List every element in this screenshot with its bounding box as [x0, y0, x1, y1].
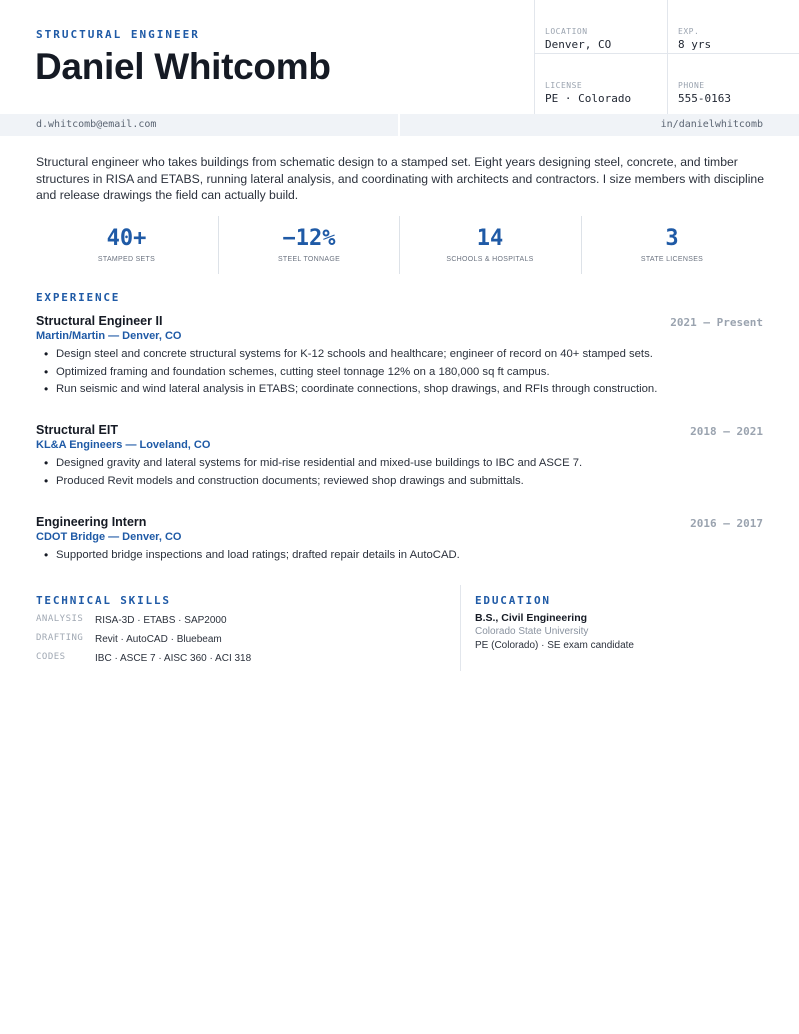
- resume-header: [0, 0, 799, 114]
- phone-cell: [667, 53, 799, 114]
- role-title: STRUCTURAL ENGINEER: [36, 28, 200, 41]
- job-bullets: [44, 455, 582, 490]
- license-value: PE · Colorado: [545, 92, 632, 105]
- job-entry: [36, 314, 763, 404]
- job-entry: [36, 515, 763, 569]
- contact-divider: [398, 114, 400, 136]
- skill-value: Revit · AutoCAD · Bluebeam: [95, 634, 222, 645]
- job-bullet: • Produced Revit models and construction documents; reviewed shop drawings and submittals.: [44, 473, 582, 491]
- job-entry: [36, 423, 763, 493]
- stat-number: 40+: [106, 226, 147, 251]
- job-title: Structural EIT: [36, 423, 118, 437]
- education-school: Colorado State University: [475, 626, 589, 637]
- job-title: Engineering Intern: [36, 515, 147, 529]
- skill-row-analysis: [36, 614, 446, 630]
- column-divider: [460, 585, 461, 671]
- stat-number: 3: [665, 226, 679, 251]
- skill-label: CODES: [36, 652, 66, 662]
- education-note: PE (Colorado) · SE exam candidate: [475, 640, 634, 651]
- skill-row-drafting: [36, 633, 446, 649]
- person-name: Daniel Whitcomb: [35, 46, 331, 87]
- info-grid: [534, 0, 799, 114]
- job-bullets: [44, 547, 460, 565]
- stat-caption: STAMPED SETS: [97, 256, 156, 263]
- license-cell: [535, 53, 667, 114]
- skills-heading: TECHNICAL SKILLS: [36, 594, 171, 607]
- job-bullet: • Optimized framing and foundation schemes, cutting steel tonnage 12% on a 180,000 sq ft campus.: [44, 364, 657, 382]
- job-dates: 2021 — Present: [670, 316, 763, 329]
- experience-value: 8 yrs: [678, 38, 712, 51]
- summary-text: Structural engineer who takes buildings from schematic design to a stamped set. Eight years designing steel, concrete, and timber structures in RISA and ETABS, running lateral analysis, and coordinating with architects and contractors. I size members with discipline and release drawings the field can actually build.: [36, 155, 764, 202]
- job-title: Structural Engineer II: [36, 314, 163, 328]
- stat-state-licenses: [581, 216, 762, 274]
- education-degree: B.S., Civil Engineering: [475, 612, 588, 624]
- stat-caption: STEEL TONNAGE: [277, 256, 341, 263]
- skill-label: ANALYSIS: [36, 614, 84, 624]
- job-company: CDOT Bridge — Denver, CO: [36, 531, 182, 543]
- stat-caption: SCHOOLS & HOSPITALS: [446, 256, 534, 263]
- location-label: LOCATION: [545, 27, 588, 36]
- contact-bar: [0, 114, 799, 136]
- stat-stamped-sets: [36, 216, 217, 274]
- job-dates: 2016 — 2017: [690, 517, 763, 530]
- job-dates: 2018 — 2021: [690, 425, 763, 438]
- experience-heading: EXPERIENCE: [36, 291, 121, 304]
- stat-caption: STATE LICENSES: [640, 256, 704, 263]
- linkedin-link[interactable]: in/danielwhitcomb: [660, 119, 763, 130]
- job-bullet: • Designed gravity and lateral systems for mid-rise residential and mixed-use buildings to IBC and ASCE 7.: [44, 455, 582, 473]
- phone-value: 555-0163: [678, 92, 731, 105]
- stat-number: −12%: [282, 226, 336, 251]
- skill-value: RISA-3D · ETABS · SAP2000: [95, 615, 227, 626]
- job-company: KL&A Engineers — Loveland, CO: [36, 439, 211, 451]
- location-cell: [535, 0, 667, 53]
- phone-label: PHONE: [678, 81, 705, 90]
- skill-value: IBC · ASCE 7 · AISC 360 · ACI 318: [95, 653, 252, 664]
- location-value: Denver, CO: [545, 38, 612, 51]
- stat-steel-tonnage: [218, 216, 399, 274]
- education-heading: EDUCATION: [475, 594, 551, 607]
- skill-row-codes: [36, 652, 446, 668]
- job-bullet: • Run seismic and wind lateral analysis in ETABS; coordinate connections, shop drawings, and RFIs through construction.: [44, 381, 657, 399]
- job-bullets: [44, 346, 657, 399]
- email-link[interactable]: d.whitcomb@email.com: [36, 119, 157, 130]
- stats-row: [36, 216, 763, 274]
- job-bullet: • Supported bridge inspections and load ratings; drafted repair details in AutoCAD.: [44, 547, 460, 565]
- stat-number: 14: [476, 226, 504, 251]
- job-bullet: • Design steel and concrete structural systems for K-12 schools and healthcare; engineer of record on 40+ stamped sets.: [44, 346, 657, 364]
- experience-label: EXP.: [678, 27, 700, 36]
- stat-schools-hospitals: [399, 216, 580, 274]
- experience-cell: [667, 0, 799, 53]
- job-company: Martin/Martin — Denver, CO: [36, 330, 182, 342]
- skill-label: DRAFTING: [36, 633, 84, 643]
- license-label: LICENSE: [545, 81, 583, 90]
